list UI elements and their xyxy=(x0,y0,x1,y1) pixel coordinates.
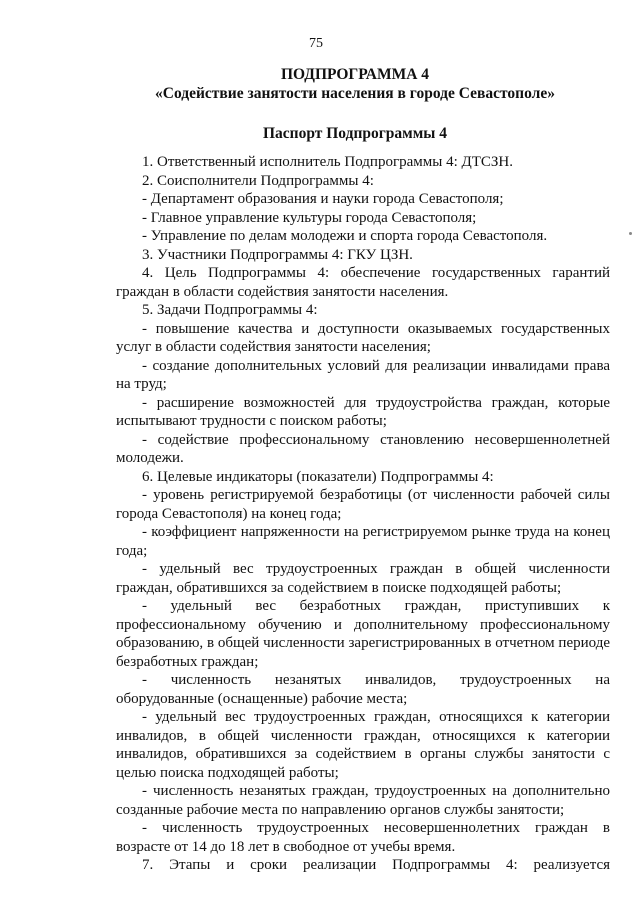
paragraph: - Департамент образования и науки города Севастополя; xyxy=(142,191,504,207)
paragraph: - численность незанятых граждан, трудоустроенных на дополнительно созданные рабочие места по направлению органов службы занятости; xyxy=(116,783,610,818)
paragraph: - численность незанятых инвалидов, трудоустроенных на оборудованные (оснащенные) рабочие места; xyxy=(116,672,610,707)
passport-heading: Паспорт Подпрограммы 4 xyxy=(262,125,448,142)
subprogram-title: ПОДПРОГРАММА 4 xyxy=(280,66,430,83)
subprogram-subtitle: «Содействие занятости населения в городе Севастополе» xyxy=(155,85,555,102)
page-number: 75 xyxy=(309,36,323,51)
paragraph: - удельный вес трудоустроенных граждан, относящихся к категории инвалидов, в общей численности граждан, относящихся к категории инвалидов, обратившихся за содействием в органы службы занятости с целью поиска подходящей работы; xyxy=(116,709,610,781)
passport-body xyxy=(116,153,610,875)
paragraph: - удельный вес безработных граждан, приступивших к профессиональному обучению и дополнительному профессиональному образованию, в общей численности зарегистрированных в отчетном периоде безработных граждан; xyxy=(116,598,610,670)
paragraph: - численность трудоустроенных несовершеннолетних граждан в возрасте от 14 до 18 лет в свободное от учебы время. xyxy=(116,820,610,855)
paragraph: 3. Участники Подпрограммы 4: ГКУ ЦЗН. xyxy=(142,246,413,263)
paragraph: 6. Целевые индикаторы (показатели) Подпрограммы 4: xyxy=(142,468,494,485)
paragraph: - создание дополнительных условий для реализации инвалидами права на труд; xyxy=(116,357,610,392)
paragraph: 4. Цель Подпрограммы 4: обеспечение государственных гарантий граждан в области содействия занятости населения. xyxy=(116,265,610,300)
paragraph: 7. Этапы и сроки реализации Подпрограммы 4: реализуется xyxy=(142,857,610,873)
paragraph: - удельный вес трудоустроенных граждан в общей численности граждан, обратившихся за содействием в поиске подходящей работы; xyxy=(116,561,610,596)
paragraph: - уровень регистрируемой безработицы (от численности рабочей силы города Севастополя) на конец года; xyxy=(116,487,610,522)
paragraph: - повышение качества и доступности оказываемых государственных услуг в области содействия занятости населения; xyxy=(116,320,610,355)
paragraph: - Управление по делам молодежи и спорта города Севастополя. xyxy=(142,228,548,244)
paragraph: 5. Задачи Подпрограммы 4: xyxy=(142,302,318,318)
paragraph: 2. Соисполнители Подпрограммы 4: xyxy=(142,172,374,189)
paragraph: 1. Ответственный исполнитель Подпрограммы 4: ДТСЗН. xyxy=(142,154,513,170)
paragraph: - коэффициент напряженности на регистрируемом рынке труда на конец года; xyxy=(116,524,610,559)
paragraph: - содействие профессиональному становлению несовершеннолетней молодежи. xyxy=(116,431,610,466)
paragraph: - расширение возможностей для трудоустройства граждан, которые испытывают трудности с поиском работы; xyxy=(116,394,610,429)
paragraph: - Главное управление культуры города Севастополя; xyxy=(142,209,477,226)
